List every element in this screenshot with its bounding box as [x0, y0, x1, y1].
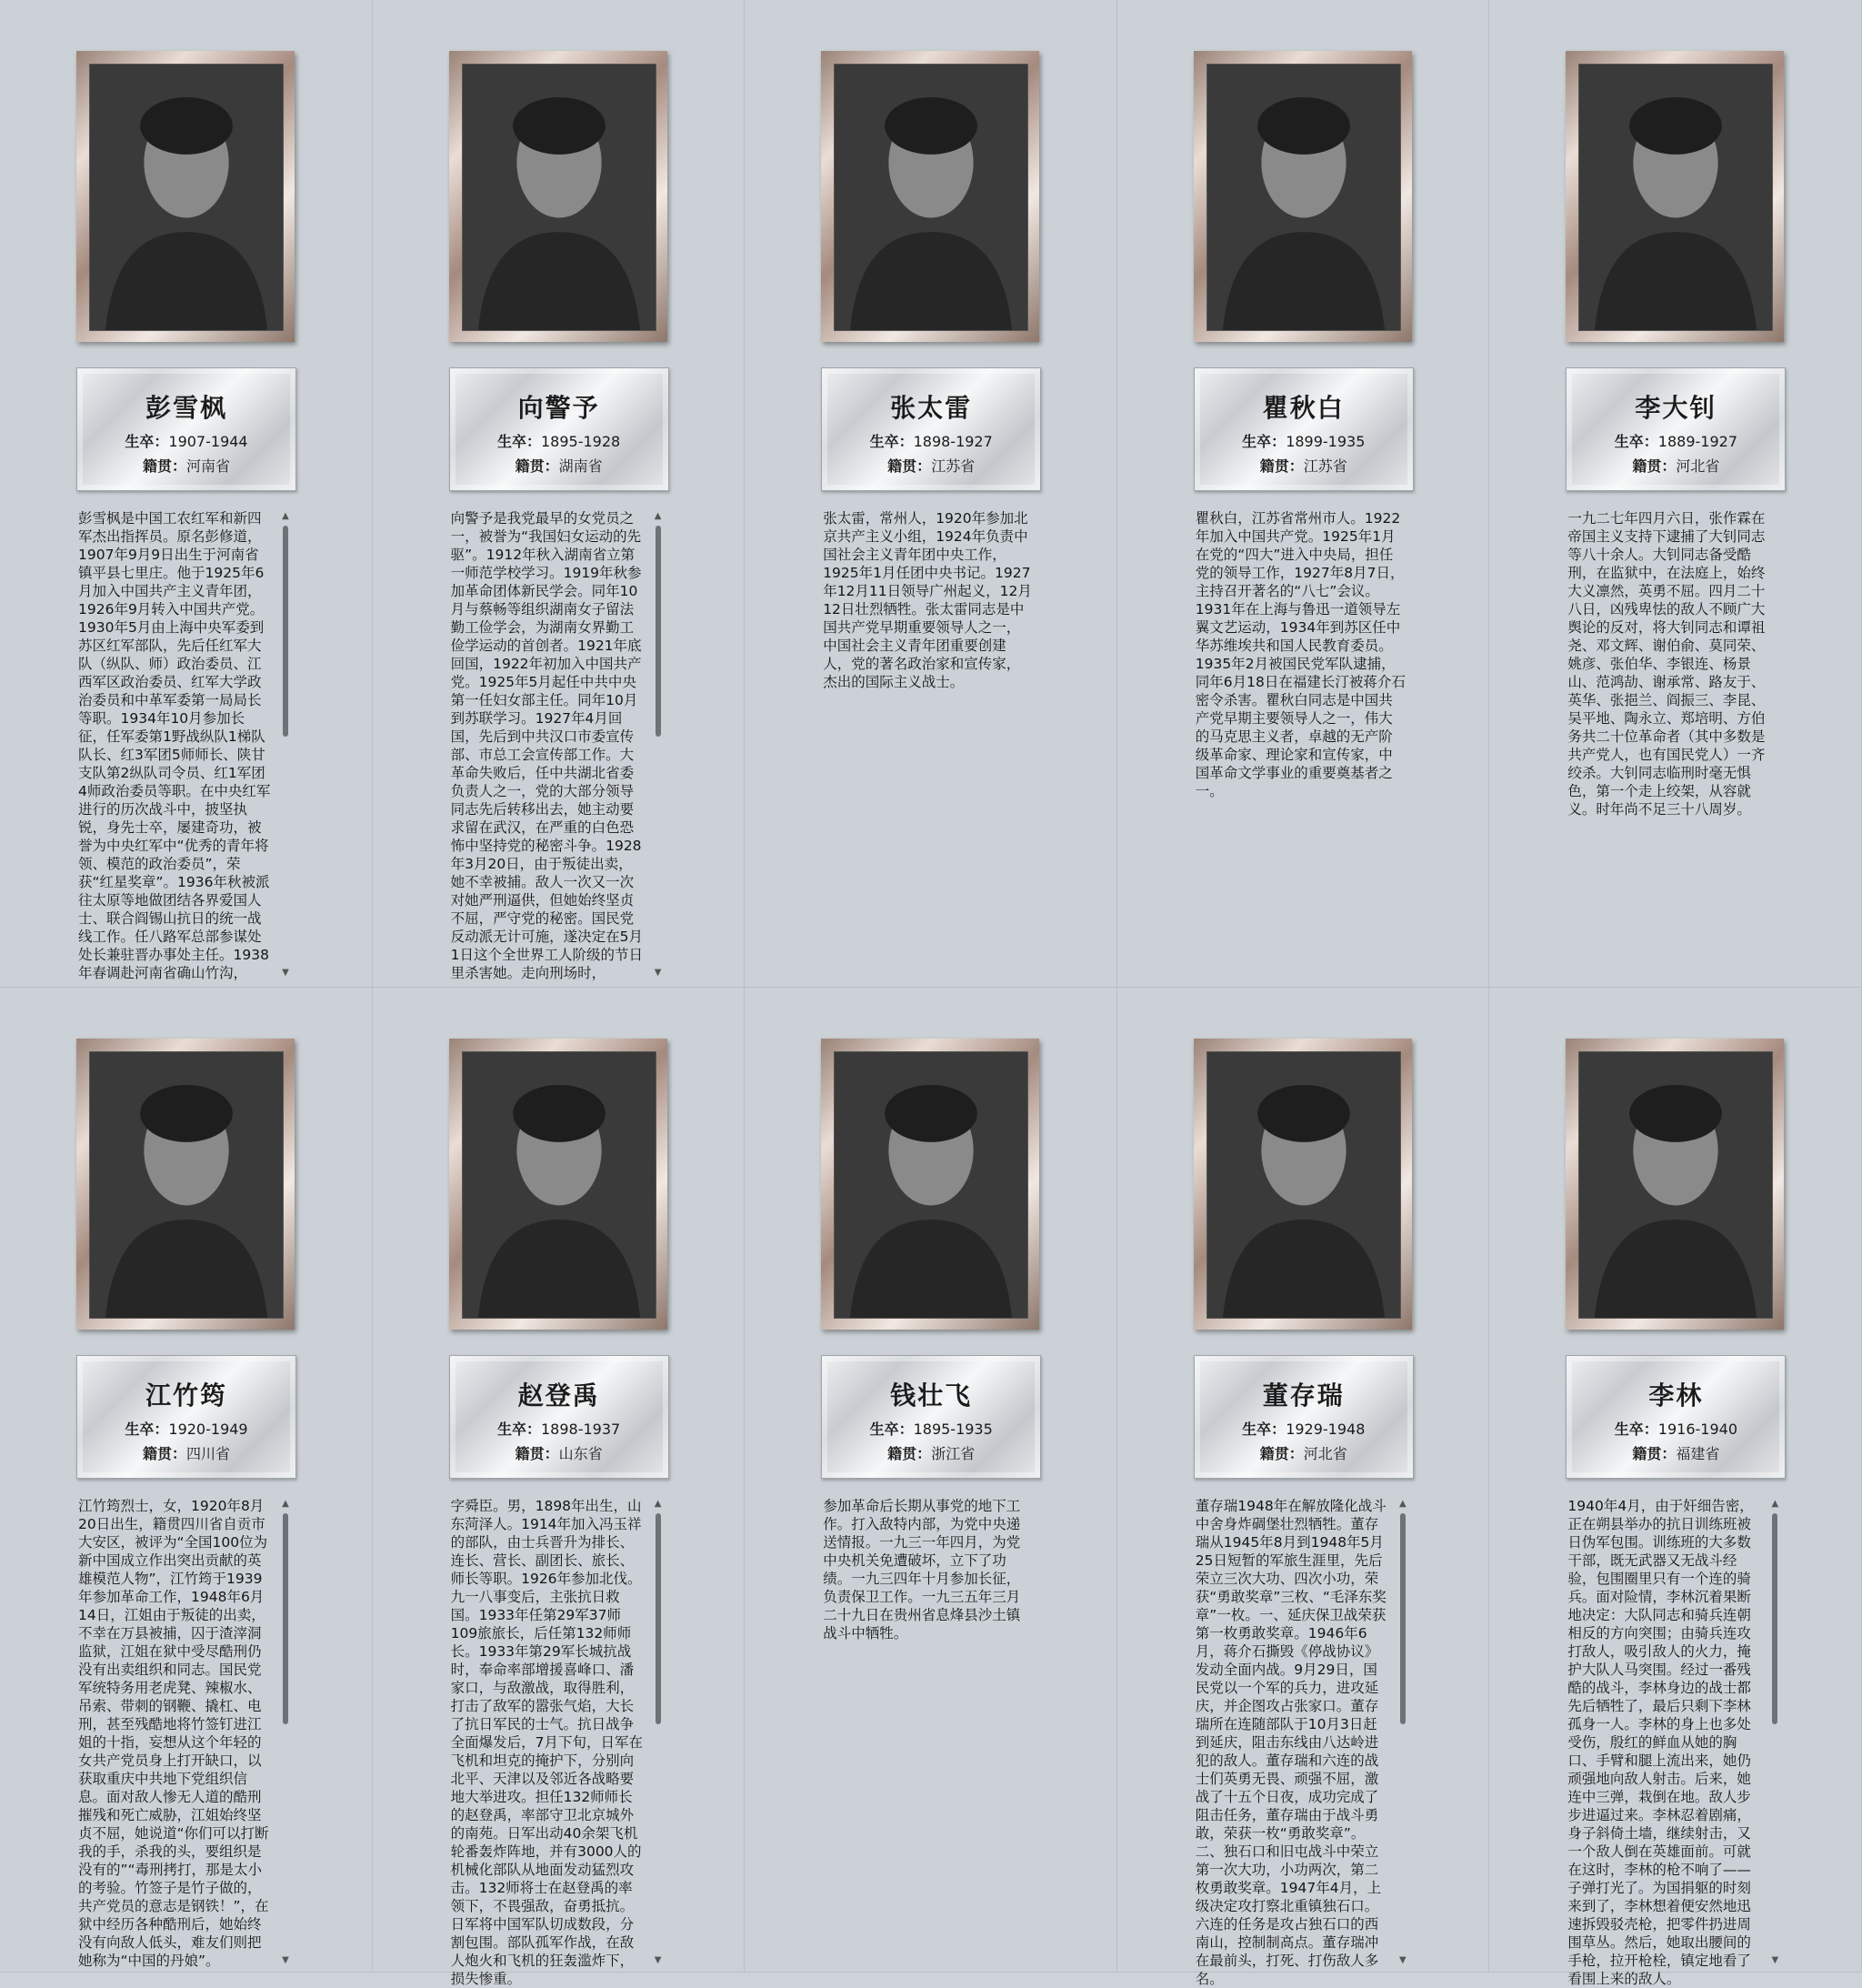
hero-name: 瞿秋白	[1262, 393, 1345, 423]
hero-card	[1117, 988, 1490, 1987]
hero-name: 李林	[1648, 1381, 1704, 1411]
name-plate	[821, 367, 1041, 491]
hero-origin: 河北省	[1303, 1445, 1347, 1462]
portrait-frame	[1194, 51, 1412, 342]
origin-label: 籍贯：	[142, 457, 186, 475]
hero-dates: 1898-1927	[913, 433, 993, 450]
portrait-photo	[1206, 64, 1401, 331]
biography-panel[interactable]	[450, 1497, 669, 1987]
biography-panel[interactable]	[1567, 1497, 1786, 1987]
scroll-up-icon[interactable]: ▲	[654, 511, 662, 521]
biography-scrollbar[interactable]	[280, 511, 291, 979]
hero-card	[373, 988, 746, 1987]
dates-row	[450, 1418, 668, 1439]
hero-dates: 1895-1928	[540, 433, 621, 450]
biography-panel[interactable]	[823, 1497, 1041, 1968]
portrait-frame	[449, 51, 667, 342]
scroll-down-icon[interactable]: ▼	[282, 1955, 289, 1965]
name-plate	[821, 1355, 1041, 1479]
origin-row	[77, 455, 295, 476]
portrait-silhouette-icon	[835, 1052, 1027, 1318]
hero-dates: 1916-1940	[1657, 1421, 1737, 1438]
dates-row	[450, 430, 668, 451]
portrait-frame	[821, 51, 1039, 342]
portrait-frame	[1194, 1039, 1412, 1330]
hero-dates: 1899-1935	[1286, 433, 1366, 450]
hero-dates: 1920-1949	[168, 1421, 248, 1438]
portrait-frame	[821, 1039, 1039, 1330]
scroll-down-icon[interactable]: ▼	[654, 968, 662, 978]
scroll-up-icon[interactable]: ▲	[282, 1499, 289, 1509]
biography-text: 参加革命后长期从事党的地下工作。打入敌特内部，为党中央递送情报。一九三一年四月，为党中央机关免遭破坏，立下了功绩。一九三四年十月参加长征，负责保卫工作。一九三五年三月二十九日在贵州省息烽县沙土镇战斗中牺牲。	[823, 1498, 1021, 1642]
biography-text: 瞿秋白，江苏省常州市人。1922年加入中国共产党。1925年1月在党的“四大”进入中央局，担任党的领导工作，1927年8月7日，主持召开著名的“八七”会议。1931年在上海与鲁迅一道领导左翼文艺运动，1934年到苏区任中华苏维埃共和国人民教育委员。1935年2月被国民党军队逮捕，同年6月18日在福建长汀被蒋介石密令杀害。瞿秋白同志是中国共产党早期主要领导人之一，伟大的马克思主义者，卓越的无产阶级革命家、理论家和宣传家，中国革命文学事业的重要奠基者之一。	[1195, 510, 1406, 799]
dates-label: 生卒：	[1614, 1421, 1658, 1438]
biography-text: 字舜臣。男，1898年出生，山东菏泽人。1914年加入冯玉祥的部队，由士兵晋升为排长、连长、营长、副团长、旅长、师长等职。1926年参加北伐。九一八事变后，主张抗日救国。1933年任第29军37师109旅旅长，后任第132师师长。1933年第29军长城抗战时，奉命率部增援喜峰口、潘家口，与敌激战，取得胜利，打击了敌军的嚣张气焰，大长了抗日军民的士气。抗日战争全面爆发后，7月下旬，日军在飞机和坦克的掩护下，分别向北平、天津以及邻近各战略要地大举进攻。担任132师师长的赵登禹，率部守卫北京城外的南苑。日军出动40余架飞机轮番轰炸阵地，并有3000人的机械化部队从地面发动猛烈攻击。132师将士在赵登禹的率领下，不畏强敌，奋勇抵抗。日军将中国军队切成数段，分割包围。部队孤军作战，在敌人炮火和飞机的狂轰滥炸下，损失惨重。	[450, 1498, 643, 1987]
scroll-thumb[interactable]	[283, 1513, 288, 1724]
hero-name: 赵登禹	[517, 1381, 600, 1411]
portrait-photo	[834, 1051, 1028, 1319]
dates-label: 生卒：	[869, 433, 914, 450]
name-plate	[1194, 367, 1414, 491]
hero-name: 钱壮飞	[890, 1381, 973, 1411]
scroll-down-icon[interactable]: ▼	[1398, 1955, 1407, 1965]
hero-dates: 1929-1948	[1286, 1421, 1366, 1438]
name-plate	[449, 367, 669, 491]
biography-text: 张太雷，常州人，1920年参加北京共产主义小组，1924年负责中国社会主义青年团中央工作，1925年1月任团中央书记。1927年12月11日领导广州起义，12月12日壮烈牺牲。张太雷同志是中国共产党早期重要领导人之一，中国社会主义青年团重要创建人，党的著名政治家和宣传家，杰出的国际主义战士。	[823, 510, 1032, 690]
hero-name: 董存瑞	[1262, 1381, 1345, 1411]
biography-panel[interactable]	[78, 509, 296, 980]
hero-dates: 1907-1944	[168, 433, 248, 450]
origin-row	[450, 455, 668, 476]
origin-row	[1195, 455, 1413, 476]
hero-card	[0, 0, 373, 988]
portrait-photo	[462, 64, 656, 331]
hero-origin: 山东省	[558, 1445, 603, 1462]
portrait-silhouette-icon	[1579, 1052, 1772, 1318]
scroll-down-icon[interactable]: ▼	[282, 968, 289, 978]
hero-card	[1117, 0, 1490, 988]
dates-row	[1195, 430, 1413, 451]
biography-scrollbar[interactable]	[1397, 1499, 1408, 1966]
name-plate	[1566, 367, 1786, 491]
biography-panel[interactable]	[1567, 509, 1786, 980]
biography-panel[interactable]	[78, 1497, 296, 1968]
portrait-frame	[1566, 51, 1784, 342]
biography-panel[interactable]	[1196, 509, 1414, 980]
biography-text: 江竹筠烈士，女，1920年8月20日出生，籍贯四川省自贡市大安区，被评为“全国100位为新中国成立作出突出贡献的英雄模范人物”，江竹筠于1939年参加革命工作，1948年6月14日，江姐由于叛徒的出卖，不幸在万县被捕，囚于渣滓洞监狱，江姐在狱中受尽酷刑仍没有出卖组织和同志。国民党军统特务用老虎凳、辣椒水、吊索、带刺的钢鞭、撬杠、电刑，甚至残酷地将竹签钉进江姐的十指，妄想从这个年轻的女共产党员身上打开缺口，以获取重庆中共地下党组织信息。面对敌人惨无人道的酷刑摧残和死亡威胁，江姐始终坚贞不屈，她说道“你们可以打断我的手，杀我的头，要组织是没有的”“毒刑拷打，那是太小的考验。竹签子是竹子做的，共产党员的意志是钢铁！”，在狱中经历各种酷刑后，她始终没有向敌人低头，难友们则把她称为“中国的丹娘”。	[78, 1498, 269, 1969]
name-plate	[1566, 1355, 1786, 1479]
scroll-thumb[interactable]	[1400, 1513, 1406, 1724]
biography-text: 董存瑞1948年在解放隆化战斗中舍身炸碉堡壮烈牺牲。董存瑞从1945年8月到1948年5月25日短暂的军旅生涯里，先后荣立三次大功、四次小功，荣获“勇敢奖章”三枚、“毛泽东奖章”一枚。一、延庆保卫战荣获第一枚勇敢奖章。1946年6月，蒋介石撕毁《停战协议》发动全面内战。9月29日，国民党以一个军的兵力，进攻延庆，并企图攻占张家口。董存瑞所在连随部队于10月3日赶到延庆，阻击东线由八达岭进犯的敌人。董存瑞和六连的战士们英勇无畏、顽强不屈，激战了十五个日夜，成功完成了阻击任务，董存瑞由于战斗勇敢，荣获一枚“勇敢奖章”。二、独石口和旧屯战斗中荣立第一次大功，小功两次，第二枚勇敢奖章。1947年4月，上级决定攻打察北重镇独石口。六连的任务是攻占独石口的西南山，控制制高点。董存瑞冲在最前头，打死、打伤敌人多名。	[1195, 1498, 1386, 1987]
dates-label: 生卒：	[496, 433, 541, 450]
hero-card	[745, 988, 1117, 1973]
portrait-photo	[1578, 1051, 1773, 1319]
origin-label: 籍贯：	[887, 457, 932, 475]
origin-row	[822, 1442, 1040, 1463]
portrait-frame	[76, 51, 295, 342]
portrait-silhouette-icon	[90, 65, 283, 330]
portrait-photo	[462, 1051, 656, 1319]
portrait-silhouette-icon	[1207, 65, 1400, 330]
hero-dates: 1895-1935	[913, 1421, 993, 1438]
dates-row	[822, 430, 1040, 451]
name-plate	[76, 1355, 296, 1479]
origin-row	[1567, 455, 1785, 476]
dates-row	[822, 1418, 1040, 1439]
portrait-silhouette-icon	[1579, 65, 1772, 330]
hero-card	[373, 0, 746, 988]
portrait-silhouette-icon	[835, 65, 1027, 330]
dates-label: 生卒：	[125, 1421, 169, 1438]
portrait-frame	[1566, 1039, 1784, 1330]
origin-label: 籍贯：	[887, 1445, 932, 1462]
scroll-up-icon[interactable]: ▲	[282, 511, 289, 521]
origin-label: 籍贯：	[1632, 457, 1677, 475]
dates-label: 生卒：	[1614, 433, 1658, 450]
dates-row	[1567, 1418, 1785, 1439]
dates-row	[77, 430, 295, 451]
dates-row	[77, 1418, 295, 1439]
portrait-silhouette-icon	[1207, 1052, 1400, 1318]
biography-scrollbar[interactable]	[653, 511, 664, 979]
biography-text: 向警予是我党最早的女党员之一，被誉为“我国妇女运动的先驱”。1912年秋入湖南省立第一师范学校学习。1919年秋参加革命团体新民学会。同年10月与蔡畅等组织湖南女子留法勤工俭学会，为湖南女界勤工俭学运动的首创者。1921年底回国，1922年初加入中国共产党。1925年5月起任中共中央第一任妇女部主任。同年10月到苏联学习。1927年4月回国，先后到中共汉口市委宣传部、市总工会宣传部工作。大革命失败后，任中共湖北省委负责人之一，党的大部分领导同志先后转移出去，她主动要求留在武汉，在严重的白色恐怖中坚持党的秘密斗争。1928年3月20日，由于叛徒出卖，她不幸被捕。敌人一次又一次对她严刑逼供，但她始终坚贞不屈，严守党的秘密。国民党反动派无计可施，遂决定在5月1日这个全世界工人阶级的节日里杀害她。走向刑场时，	[450, 510, 643, 981]
hero-dates: 1898-1937	[540, 1421, 621, 1438]
dates-row	[1567, 430, 1785, 451]
origin-label: 籍贯：	[515, 457, 559, 475]
scroll-thumb[interactable]	[283, 526, 288, 737]
origin-row	[450, 1442, 668, 1463]
portrait-frame	[76, 1039, 295, 1330]
scroll-thumb[interactable]	[656, 526, 661, 737]
name-plate	[449, 1355, 669, 1479]
dates-label: 生卒：	[1242, 433, 1286, 450]
hero-origin: 浙江省	[931, 1445, 976, 1462]
portrait-silhouette-icon	[463, 1052, 656, 1318]
hero-name: 江竹筠	[145, 1381, 227, 1411]
hero-origin: 福建省	[1676, 1445, 1720, 1462]
scroll-thumb[interactable]	[1772, 1513, 1777, 1724]
portrait-photo	[1206, 1051, 1401, 1319]
scroll-up-icon[interactable]: ▲	[654, 1499, 662, 1509]
biography-text: 彭雪枫是中国工农红军和新四军杰出指挥员。原名彭修道，1907年9月9日出生于河南省镇平县七里庄。他于1925年6月加入中国共产主义青年团，1926年9月转入中国共产党。1930年5月由上海中央军委到苏区红军部队，先后任红军大队（纵队、师）政治委员、江西军区政治委员、红军大学政治委员和中革军委第一局局长等职。1934年10月参加长征，任军委第1野战纵队1梯队队长、红3军团5师师长、陕甘支队第2纵队司令员、红1军团4师政治委员等职。在中央红军进行的历次战斗中，披坚执锐，身先士卒，屡建奇功，被誉为中央红军中“优秀的青年将领、模范的政治委员”，荣获“红星奖章”。1936年秋被派往太原等地做团结各界爱国人士、联合阎锡山抗日的统一战线工作。任八路军总部参谋处处长兼驻晋办事处主任。1938年春调赴河南省确山竹沟，	[78, 510, 271, 981]
origin-row	[1195, 1442, 1413, 1463]
hero-name: 李大钊	[1635, 393, 1717, 423]
hero-origin: 河北省	[1676, 457, 1720, 475]
portrait-silhouette-icon	[90, 1052, 283, 1318]
portrait-photo	[89, 64, 284, 331]
biography-text: 一九二七年四月六日，张作霖在帝国主义支持下逮捕了大钊同志等八十余人。大钊同志备受酷刑，在监狱中，在法庭上，始终大义凛然，英勇不屈。四月二十八日，凶残卑怯的敌人不顾广大舆论的反对，将大钊同志和谭祖尧、邓文辉、谢伯俞、莫同荣、姚彦、张伯华、李银连、杨景山、范鸿劼、谢承常、路友于、英华、张挹兰、阎振三、李昆、吴平地、陶永立、郑培明、方伯务共二十位革命者（其中多数是共产党人，也有国民党人）一齐绞杀。大钊同志临刑时毫无惧色，第一个走上绞架，从容就义。时年尚不足三十八周岁。	[1567, 510, 1766, 818]
hero-name: 彭雪枫	[145, 393, 227, 423]
origin-row	[822, 455, 1040, 476]
dates-label: 生卒：	[496, 1421, 541, 1438]
origin-row	[77, 1442, 295, 1463]
hero-origin: 四川省	[186, 1445, 231, 1462]
hero-origin: 湖南省	[558, 457, 603, 475]
dates-label: 生卒：	[1242, 1421, 1286, 1438]
scroll-up-icon[interactable]: ▲	[1771, 1499, 1779, 1509]
origin-label: 籍贯：	[1632, 1445, 1677, 1462]
name-plate	[76, 367, 296, 491]
dates-label: 生卒：	[869, 1421, 914, 1438]
dates-label: 生卒：	[125, 433, 169, 450]
hero-name: 向警予	[517, 393, 600, 423]
hero-origin: 河南省	[186, 457, 231, 475]
biography-scrollbar[interactable]	[1769, 1499, 1780, 1966]
biography-panel[interactable]	[823, 509, 1041, 980]
portrait-photo	[834, 64, 1028, 331]
hero-origin: 江苏省	[1303, 457, 1347, 475]
scroll-thumb[interactable]	[656, 1513, 661, 1724]
portrait-photo	[89, 1051, 284, 1319]
portrait-photo	[1578, 64, 1773, 331]
origin-label: 籍贯：	[515, 1445, 559, 1462]
origin-row	[1567, 1442, 1785, 1463]
biography-panel[interactable]	[1195, 1497, 1414, 1987]
biography-scrollbar[interactable]	[653, 1499, 664, 1966]
hero-card	[1489, 988, 1862, 1987]
biography-text: 1940年4月，由于奸细告密，正在朔县举办的抗日训练班被日伪军包围。训练班的大多数干部，既无武器又无战斗经验，包围圈里只有一个连的骑兵。面对险情，李林沉着果断地决定：大队同志和骑兵连朝相反的方向突围；由骑兵连攻打敌人，吸引敌人的火力，掩护大队人马突围。经过一番残酷的战斗，李林身边的战士都先后牺牲了，最后只剩下李林孤身一人。李林的身上也多处受伤，殷红的鲜血从她的胸口、手臂和腿上流出来，她仍顽强地向敌人射击。后来，她连中三弹，栽倒在地。敌人步步进逼过来。李林忍着剧痛，身子斜倚土墙，继续射击，又一个敌人倒在英雄面前。可就在这时，李林的枪不响了——子弹打光了。为国捐躯的时刻来到了，李林想着便安然地迅速拆毁驳壳枪，把零件扔进周围草丛。然后，她取出腰间的手枪，拉开枪栓，镇定地看了看围上来的敌人。	[1567, 1498, 1754, 1987]
dates-row	[1195, 1418, 1413, 1439]
hero-name: 张太雷	[890, 393, 973, 423]
origin-label: 籍贯：	[1259, 1445, 1304, 1462]
scroll-down-icon[interactable]: ▼	[1771, 1955, 1779, 1965]
hero-card	[1489, 0, 1862, 988]
portrait-silhouette-icon	[463, 65, 656, 330]
scroll-up-icon[interactable]: ▲	[1398, 1499, 1407, 1509]
origin-label: 籍贯：	[1259, 457, 1304, 475]
portrait-frame	[449, 1039, 667, 1330]
scroll-down-icon[interactable]: ▼	[654, 1955, 662, 1965]
hero-dates: 1889-1927	[1657, 433, 1737, 450]
biography-panel[interactable]	[451, 509, 669, 980]
name-plate	[1194, 1355, 1414, 1479]
hero-origin: 江苏省	[931, 457, 976, 475]
hero-card	[0, 988, 373, 1973]
hero-card	[745, 0, 1117, 988]
origin-label: 籍贯：	[142, 1445, 186, 1462]
biography-scrollbar[interactable]	[280, 1499, 291, 1966]
